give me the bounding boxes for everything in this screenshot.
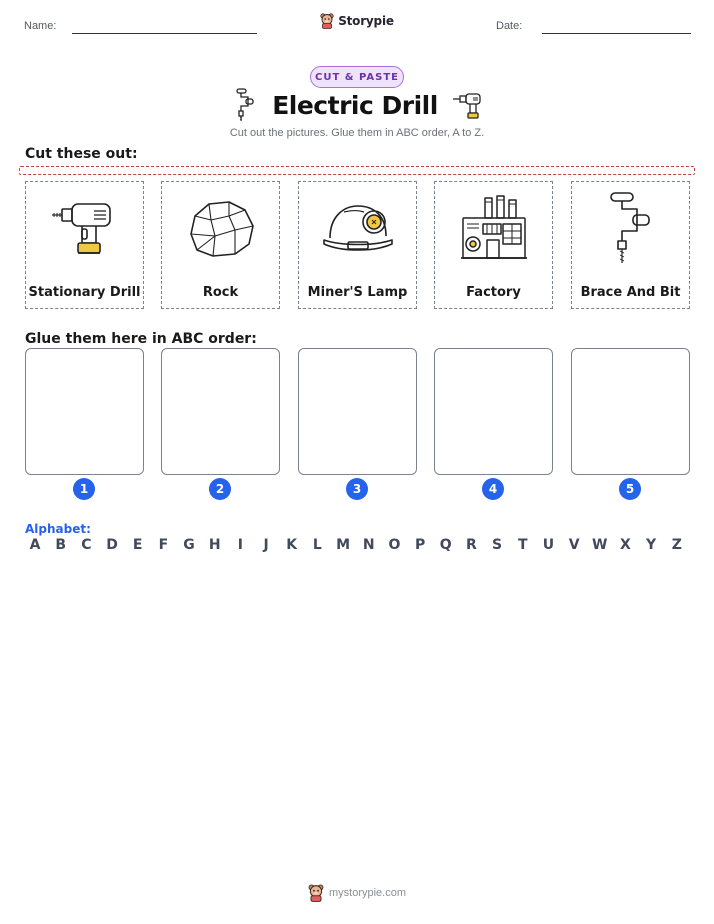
alphabet-letter: S (492, 537, 503, 553)
stationary-drill-icon (50, 193, 120, 263)
alphabet-letter: W (592, 537, 608, 553)
slot-number: 1 (73, 478, 95, 500)
alphabet-letter: B (55, 537, 66, 553)
alphabet-letter: N (362, 537, 375, 553)
alphabet-letter: D (106, 537, 118, 553)
alphabet-letter: X (620, 537, 631, 553)
alphabet-letter: I (237, 537, 243, 553)
glue-box-5[interactable] (571, 348, 690, 475)
glue-box-1[interactable] (25, 348, 144, 475)
rock-icon (185, 196, 257, 260)
glue-box-4[interactable] (434, 348, 553, 475)
alphabet-letter: F (158, 537, 169, 553)
slot-number: 5 (619, 478, 641, 500)
electric-drill-icon (452, 90, 482, 120)
slot-number: 2 (209, 478, 231, 500)
glue-box-2[interactable] (161, 348, 280, 475)
cut-card-label: Brace And Bit (580, 285, 681, 300)
page-title: Electric Drill (272, 90, 438, 120)
brace-and-bit-icon (232, 88, 258, 122)
alphabet-letter: Z (671, 537, 682, 553)
alphabet-letter: O (388, 537, 401, 553)
footer (0, 884, 714, 902)
date-label: Date: (496, 20, 523, 32)
cut-line[interactable] (19, 166, 695, 175)
alphabet-letter: E (132, 537, 143, 553)
cut-card-label: Factory (466, 285, 521, 300)
name-line[interactable] (72, 33, 257, 34)
alphabet-letter: M (336, 537, 351, 553)
alphabet-letter: P (414, 537, 426, 553)
brand-name: Storypie (338, 14, 394, 28)
miners-lamp-icon (322, 198, 394, 258)
alphabet-heading: Alphabet: (25, 522, 91, 536)
date-line[interactable] (542, 33, 691, 34)
alphabet-letter: H (208, 537, 221, 553)
alphabet-letter: Y (646, 537, 657, 553)
cut-card-miners-lamp[interactable] (298, 181, 417, 309)
cut-card-factory[interactable] (434, 181, 553, 309)
alphabet-letter: K (286, 537, 298, 553)
cut-card-label: Miner'S Lamp (307, 285, 408, 300)
instructions: Cut out the pictures. Glue them in ABC order, A to Z. (229, 127, 485, 139)
cut-card-label: Stationary Drill (28, 285, 141, 300)
storypie-mascot-icon (308, 884, 324, 902)
alphabet-letter: Q (439, 537, 452, 553)
cut-heading: Cut these out: (25, 146, 138, 162)
cut-card-rock[interactable] (161, 181, 280, 309)
alphabet-letter: G (183, 537, 195, 553)
alphabet-letter: R (466, 537, 477, 553)
glue-box-3[interactable] (298, 348, 417, 475)
alphabet-letter: A (29, 537, 41, 553)
alphabet-letter: T (517, 537, 528, 553)
alphabet-letter: L (312, 537, 322, 553)
slot-number: 3 (346, 478, 368, 500)
brace-and-bit-icon (601, 191, 661, 265)
cut-card-stationary-drill[interactable] (25, 181, 144, 309)
glue-heading: Glue them here in ABC order: (25, 331, 257, 347)
alphabet-letter: V (568, 537, 580, 553)
alphabet-letter: C (81, 537, 92, 553)
name-label: Name: (24, 20, 57, 32)
alphabet-letter: U (542, 537, 555, 553)
factory-icon (459, 194, 529, 262)
cut-card-brace-and-bit[interactable] (571, 181, 690, 309)
footer-site[interactable]: mystorypie.com (328, 887, 407, 899)
alphabet-letter: J (263, 537, 269, 553)
brand-logo (0, 13, 714, 29)
cut-card-label: Rock (202, 285, 239, 300)
alphabet-row (25, 537, 689, 553)
slot-number: 4 (482, 478, 504, 500)
cut-paste-badge: CUT & PASTE (310, 66, 404, 88)
storypie-mascot-icon (320, 13, 334, 29)
title-row (0, 88, 714, 122)
